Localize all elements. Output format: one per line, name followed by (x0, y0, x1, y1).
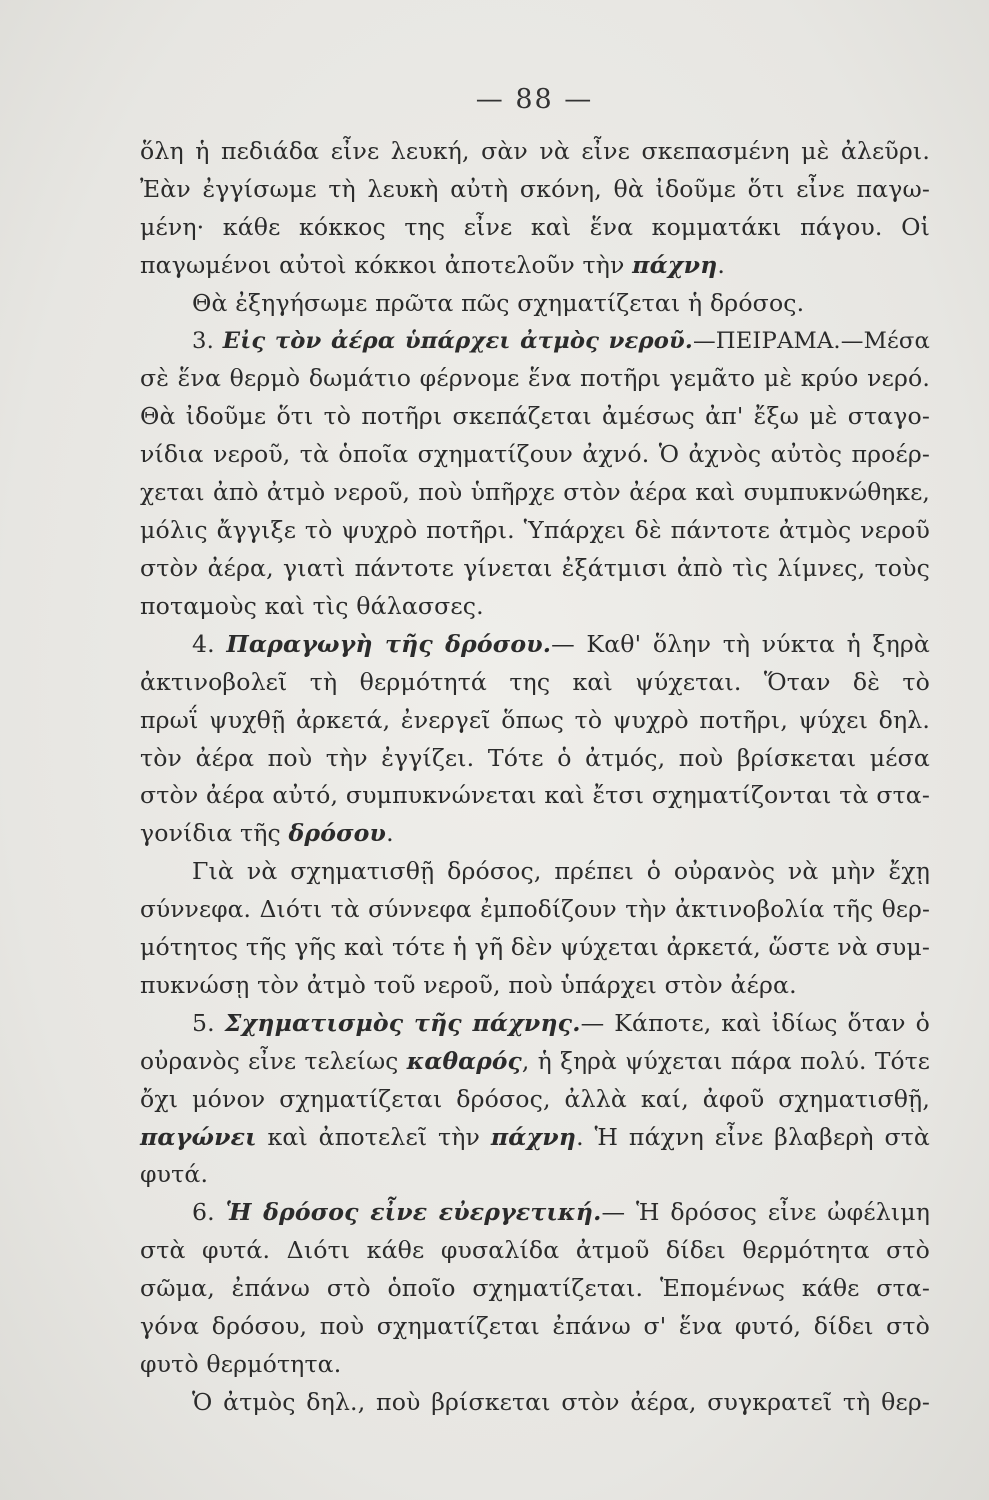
text-line (140, 247, 930, 285)
text-run: Γιὰ νὰ σχηματισθῇ δρόσος, πρέπει ὁ οὐρανὸς νὰ μὴν ἔχῃ (192, 857, 930, 886)
text-line (140, 1384, 930, 1422)
emphasized-term: πάχνη (490, 1122, 577, 1151)
text-run: φυτά. (140, 1160, 209, 1189)
body-text (140, 133, 930, 1422)
text-run: μότητος τῆς γῆς καὶ τότε ἡ γῆ δὲν ψύχεται ἀρκετά, ὥστε νὰ συμ- (140, 933, 930, 962)
emphasized-term: παγώνει (140, 1122, 257, 1151)
text-line (140, 474, 930, 512)
text-run: καὶ ἀποτελεῖ τὴν (256, 1122, 491, 1151)
text-run: Θὰ ἐξηγήσωμε πρῶτα πῶς σχηματίζεται ἡ δρόσος. (192, 288, 805, 317)
text-line (140, 1119, 930, 1157)
text-run: Θὰ ἰδοῦμε ὅτι τὸ ποτῆρι σκεπάζεται ἀμέσως ἀπ' ἔξω μὲ σταγο- (140, 402, 930, 431)
text-line (140, 512, 930, 550)
text-run: . Ἡ πάχνη εἶνε βλαβερὴ στὰ (576, 1122, 930, 1151)
text-run: γόνα δρόσου, ποὺ σχηματίζεται ἐπάνω σ' ἕνα φυτό, δίδει στὸ (140, 1312, 930, 1341)
text-line (140, 1005, 930, 1043)
text-line (140, 588, 930, 626)
emphasized-term: δρόσου (288, 819, 387, 848)
text-run: ὄχι μόνον σχηματίζεται δρόσος, ἀλλὰ καί, ἀφοῦ σχηματισθῇ, (140, 1084, 930, 1113)
emphasized-term: καθαρός (406, 1047, 522, 1075)
text-line (140, 853, 930, 891)
text-run: 3. (192, 327, 223, 354)
text-run: . (717, 250, 726, 279)
section-heading: Σχηματισμὸς τῆς πάχνης. (224, 1008, 581, 1037)
text-line (140, 815, 930, 853)
text-run: παγωμένοι αὐτοὶ κόκκοι ἀποτελοῦν τὴν (140, 250, 633, 279)
text-run: νίδια νεροῦ, τὰ ὁποῖα σχηματίζουν ἀχνό. Ὁ ἀχνὸς αὐτὸς προέρ- (140, 440, 930, 469)
text-line (140, 171, 930, 209)
text-line (140, 967, 930, 1005)
text-run: 5. (192, 1008, 225, 1037)
section-heading: Παραγωγὴ τῆς δρόσου. (226, 629, 552, 658)
text-run: σὲ ἕνα θερμὸ δωμάτιο φέρνομε ἕνα ποτῆρι γεμᾶτο μὲ κρύο νερό. (140, 364, 930, 393)
text-run: φυτὸ θερμότητα. (140, 1350, 342, 1378)
text-line (140, 398, 930, 436)
text-run: γονίδια τῆς (140, 819, 289, 848)
text-run: πυκνώσῃ τὸν ἀτμὸ τοῦ νεροῦ, ποὺ ὑπάρχει στὸν ἀέρα. (140, 970, 797, 999)
text-line (140, 1043, 930, 1081)
text-line (140, 664, 930, 702)
text-run: σύννεφα. Διότι τὰ σύννεφα ἐμποδίζουν τὴν ἀκτινοβολία τῆς θερ- (140, 896, 930, 924)
text-run: στὰ φυτά. Διότι κάθε φυσαλίδα ἀτμοῦ δίδει θερμότητα στὸ (140, 1236, 930, 1265)
text-run: 6. (192, 1198, 226, 1227)
text-line (140, 1081, 930, 1119)
text-line (140, 285, 930, 323)
text-run: ὅλη ἡ πεδιάδα εἶνε λευκή, σὰν νὰ εἶνε σκεπασμένη μὲ ἀλεῦρι. (140, 137, 930, 165)
text-line (140, 360, 930, 398)
text-line (140, 550, 930, 588)
text-run: σῶμα, ἐπάνω στὸ ὁποῖο σχηματίζεται. Ἑπομένως κάθε στα- (140, 1274, 930, 1303)
text-line (140, 1194, 930, 1232)
text-line (140, 626, 930, 664)
page-number: — 88 — (475, 84, 594, 115)
text-line (140, 891, 930, 929)
text-run: Ὁ ἀτμὸς δηλ., ποὺ βρίσκεται στὸν ἀέρα, συγκρατεῖ τὴ θερ- (192, 1387, 930, 1416)
text-line (140, 436, 930, 474)
text-line (140, 1270, 930, 1308)
text-run: , ἡ ξηρὰ ψύχεται πάρα πολύ. Τότε (521, 1047, 930, 1075)
section-heading: Ἡ δρόσος εἶνε εὐεργετική. (225, 1198, 602, 1227)
text-run: ἀκτινοβολεῖ τὴ θερμότητά της καὶ ψύχεται. Ὅταν δὲ τὸ (140, 667, 930, 696)
text-run: τὸν ἀέρα ποὺ τὴν ἐγγίζει. Τότε ὁ ἀτμός, ποὺ βρίσκεται μέσα (140, 743, 930, 772)
text-run: —ΠΕΙΡΑΜΑ.—Μέσα (692, 327, 930, 354)
text-line (140, 1232, 930, 1270)
text-line (140, 209, 930, 247)
text-run: οὐρανὸς εἶνε τελείως (140, 1047, 407, 1075)
text-run: Ἐὰν ἐγγίσωμε τὴ λευκὴ αὐτὴ σκόνη, θὰ ἰδοῦμε ὅτι εἶνε παγω- (140, 174, 930, 203)
emphasized-term: πάχνη (632, 250, 718, 279)
text-line (140, 133, 930, 171)
text-run: στὸν ἀέρα, γιατὶ πάντοτε γίνεται ἐξάτμισι ἀπὸ τὶς λίμνες, τοὺς (140, 553, 930, 582)
section-heading: Εἰς τὸν ἀέρα ὑπάρχει ἀτμὸς νεροῦ. (222, 327, 693, 354)
text-run: — Ἡ δρόσος εἶνε ὠφέλιμη (601, 1198, 930, 1227)
text-line (140, 1346, 930, 1384)
text-run: μόλις ἄγγιξε τὸ ψυχρὸ ποτῆρι. Ὑπάρχει δὲ πάντοτε ἀτμὸς νεροῦ (140, 516, 930, 545)
text-run: — Κάποτε, καὶ ἰδίως ὅταν ὁ (580, 1008, 930, 1037)
text-run: — Καθ' ὅλην τὴ νύκτα ἡ ξηρὰ (551, 629, 930, 658)
text-run: μένη· κάθε κόκκος της εἶνε καὶ ἕνα κομματάκι πάγου. Οἱ (140, 212, 930, 241)
text-run: χεται ἀπὸ ἀτμὸ νεροῦ, ποὺ ὑπῆρχε στὸν ἀέρα καὶ συμπυκνώθηκε, (140, 479, 930, 507)
text-line (140, 1308, 930, 1346)
text-line (140, 740, 930, 778)
text-run: . (386, 819, 394, 848)
text-run: ποταμοὺς καὶ τὶς θάλασσες. (140, 591, 484, 620)
text-run: 4. (192, 629, 227, 658)
text-line (140, 929, 930, 967)
text-line (140, 323, 930, 361)
text-line (140, 702, 930, 740)
text-line (140, 777, 930, 815)
text-line (140, 1156, 930, 1194)
text-run: στὸν ἀέρα αὐτό, συμπυκνώνεται καὶ ἔτσι σχηματίζονται τὰ στα- (140, 781, 930, 810)
text-run: πρωΐ ψυχθῇ ἀρκετά, ἐνεργεῖ ὅπως τὸ ψυχρὸ ποτῆρι, ψύχει δηλ. (140, 705, 930, 734)
